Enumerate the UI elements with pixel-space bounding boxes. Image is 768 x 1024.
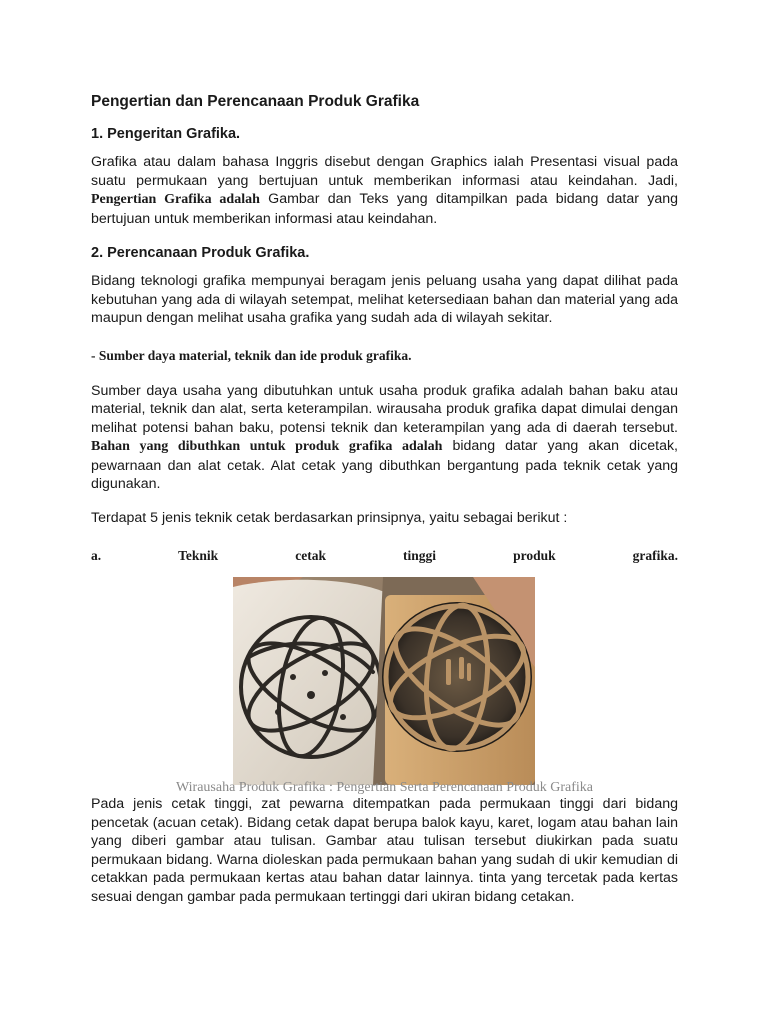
section-2-paragraph-4: Pada jenis cetak tinggi, zat pewarna ditempatkan pada permukaan tinggi dari bidang pencetak (acuan cetak). Bidang cetak dapat berupa balok kayu, karet, logam atau bahan lain yang diberi gambar atau tulisan. Gambar atau tulisan tersebut diukirkan pada suatu permukaan bidang. Warna dioleskan pada permukaan bahan yang sudah di ukir kemudian di cetakkan pada permukaan kertas atau bahan datar lainnya. tinta yang tercetak pada kertas sesuai dengan gambar pada permukaan tertinggi dari ukiran bidang cetakan. — [91, 796, 678, 905]
document-page — [91, 92, 678, 785]
paragraph-text: Sumber daya usaha yang dibutuhkan untuk usaha produk grafika adalah bahan baku atau material, teknik dan alat, serta keterampilan. wirausaha produk grafika dapat dimulai dengan melihat potensi bahan baku, potensi teknik dan keterampilan yang ada di daerah tersebut. — [91, 382, 678, 436]
list-item-a — [91, 547, 678, 565]
list-word: tinggi — [403, 548, 437, 563]
section-2-paragraph-4-wrap — [91, 795, 678, 906]
list-word: cetak — [295, 548, 326, 563]
section-2-paragraph-2 — [91, 382, 678, 494]
subheading: - Sumber daya material, teknik dan ide produk grafika. — [91, 347, 412, 363]
paragraph-text: Grafika atau dalam bahasa Inggris disebut dengan Graphics ialah Presentasi visual pada suatu permukaan yang bertujuan untuk memberikan informasi atau keindahan. Jadi, — [91, 154, 678, 189]
list-word: Teknik — [178, 548, 219, 563]
paragraph-text: bidang datar yang akan dicetak, pewarnaan dan alat cetak. Alat cetak yang dibuthkan bergantung pada teknik cetak yang digunakan. — [91, 438, 678, 492]
list-marker: a. — [91, 548, 102, 563]
paragraph-text: Gambar dan Teks yang ditampilkan pada bidang datar yang bertujuan untuk memberikan informasi atau keindahan. — [91, 191, 678, 227]
list-word: grafika. — [632, 548, 678, 563]
figure-caption: Wirausaha Produk Grafika : Pengertian Serta Perencanaan Produk Grafika — [176, 780, 593, 795]
section-1-paragraph — [91, 153, 678, 228]
page-title: Pengertian dan Perencanaan Produk Grafika — [91, 93, 420, 110]
section-2-paragraph-1: Bidang teknologi grafika mempunyai beragam jenis peluang usaha yang dapat dilihat pada kebutuhan yang ada di wilayah setempat, melihat ketersediaan bahan dan material yang ada maupun dengan melihat usaha grafika yang sudah ada di wilayah sekitar. — [91, 273, 678, 326]
section-2-heading: 2. Perencanaan Produk Grafika. — [91, 245, 310, 261]
letterpress-illustration — [233, 577, 535, 785]
bold-term: Bahan yang dibuthkan untuk produk grafika adalah — [91, 439, 443, 454]
bold-term: Pengertian Grafika adalah — [91, 192, 260, 207]
list-word: produk — [513, 548, 556, 563]
section-2-paragraph-3: Terdapat 5 jenis teknik cetak berdasarkan prinsipnya, yaitu sebagai berikut : — [91, 509, 568, 526]
section-1-heading: 1. Pengeritan Grafika. — [91, 126, 241, 142]
letterpress-photo — [233, 577, 535, 785]
